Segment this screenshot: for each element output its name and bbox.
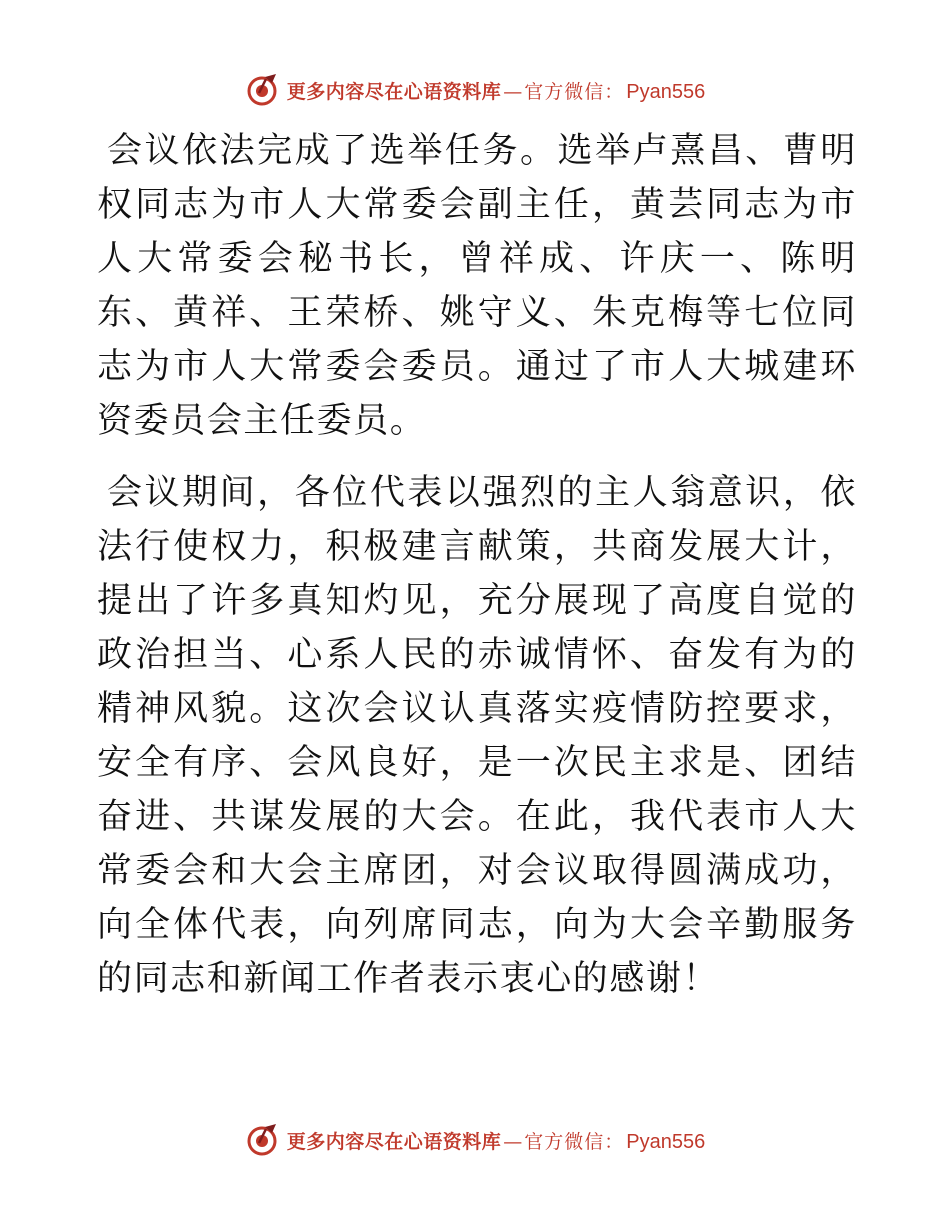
paragraph-meeting-summary: 会议期间，各位代表以强烈的主人翁意识，依法行使权力，积极建言献策，共商发展大计，提出了许多真知灼见，充分展现了高度自觉的政治担当、心系人民的赤诚情怀、奋发有为的精神风貌。这次会议认真落实疫情防控要求，安全有序、会风良好，是一次民主求是、团结奋进、共谋发展的大会。在此，我代表市人大常委会和大会主席团，对会议取得圆满成功，向全体代表，向列席同志，向为大会辛勤服务的同志和新闻工作者表示衷心的感谢！ <box>97 473 857 999</box>
header-banner <box>0 70 950 110</box>
header-banner-separator: — <box>503 80 523 103</box>
header-banner-sub: 官方微信： <box>524 80 625 103</box>
header-banner-text <box>287 77 706 104</box>
pen-circle-logo-icon <box>245 1123 279 1157</box>
paragraph-election: 会议依法完成了选举任务。选举卢熹昌、曹明权同志为市人大常委会副主任，黄芸同志为市人大常委会秘书长，曾祥成、许庆一、陈明东、黄祥、王荣桥、姚守义、朱克梅等七位同志为市人大常委会委员。通过了市人大城建环资委员会主任委员。 <box>97 131 857 441</box>
document-body <box>97 124 857 1006</box>
footer-banner-wechat-id: Pyan556 <box>626 1130 706 1153</box>
header-banner-wechat-id: Pyan556 <box>626 80 706 103</box>
footer-banner-main: 更多内容尽在心语资料库 <box>286 1130 502 1153</box>
footer-banner-text <box>287 1127 706 1154</box>
footer-banner-separator: — <box>503 1130 523 1153</box>
footer-banner-sub: 官方微信： <box>524 1130 625 1153</box>
footer-banner <box>0 1120 950 1160</box>
pen-circle-logo-icon <box>245 73 279 107</box>
header-banner-main: 更多内容尽在心语资料库 <box>286 80 502 103</box>
